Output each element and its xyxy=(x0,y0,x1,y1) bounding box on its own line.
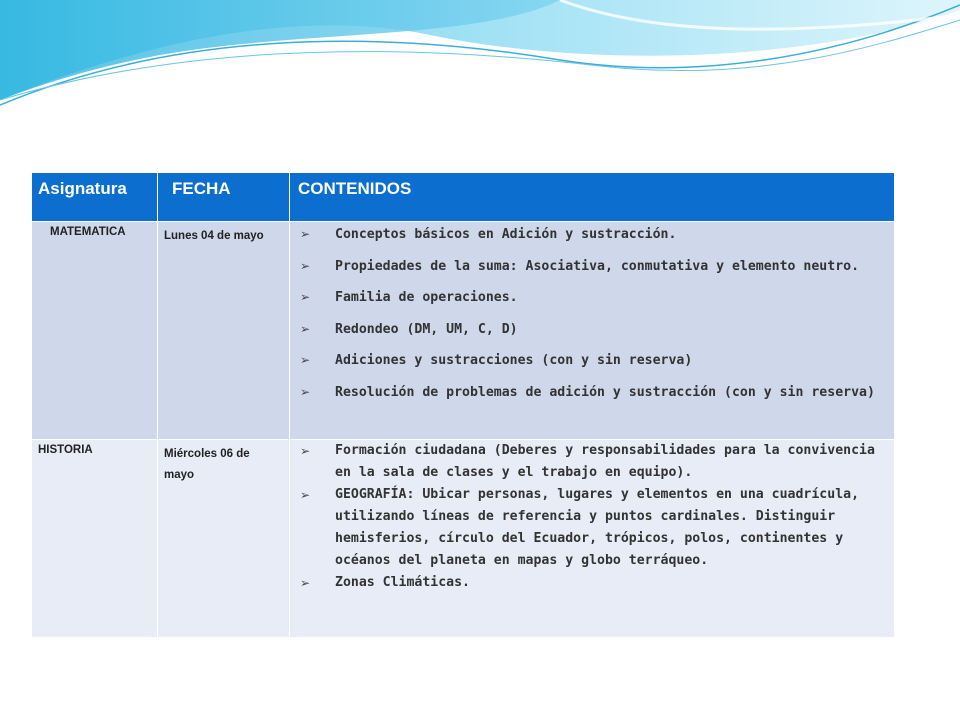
list-item: ➢ Resolución de problemas de adición y sustracción (con y sin reserva) xyxy=(300,384,875,400)
list-item: ➢ Conceptos básicos en Adición y sustracción. xyxy=(300,227,677,242)
date-cell: Miércoles 06 de mayo xyxy=(158,440,290,638)
header-asignatura: Asignatura xyxy=(32,173,158,222)
date-cell: Lunes 04 de mayo xyxy=(158,222,290,440)
decorative-wave-header xyxy=(0,0,960,130)
arrow-bullet-icon: ➢ xyxy=(300,321,311,336)
table-row xyxy=(32,222,895,440)
subject-cell: HISTORIA xyxy=(32,440,158,638)
list-item: ➢ Adiciones y sustracciones (con y sin reserva) xyxy=(300,353,693,368)
contents-cell xyxy=(290,222,895,440)
arrow-bullet-icon: ➢ xyxy=(300,290,311,304)
list-item: ➢ GEOGRAFÍA: Ubicar personas, lugares y elementos en una cuadrícula, utilizando líneas de referencia y puntos cardinales. Distinguir hemisferios, círculo del Ecuador, trópicos, polos, continentes y océanos del planeta en mapas y globo terráqueo. xyxy=(300,484,888,572)
arrow-bullet-icon: ➢ xyxy=(300,227,311,241)
arrow-bullet-icon: ➢ xyxy=(300,353,311,367)
contents-list xyxy=(290,440,894,594)
table-row xyxy=(32,440,895,638)
list-item: ➢ Formación ciudadana (Deberes y responsabilidades para la convivencia en la sala de clases y el trabajo en equipo). xyxy=(300,440,888,484)
arrow-bullet-icon: ➢ xyxy=(300,444,311,458)
list-item: ➢ Familia de operaciones. xyxy=(300,290,518,305)
contents-list xyxy=(290,222,894,401)
table-header-row xyxy=(32,173,895,222)
list-item: ➢ Propiedades de la suma: Asociativa, conmutativa y elemento neutro. xyxy=(300,258,860,274)
list-item: ➢ Zonas Climáticas. xyxy=(300,572,888,594)
arrow-bullet-icon: ➢ xyxy=(300,488,311,502)
syllabus-table xyxy=(31,172,895,638)
contents-cell xyxy=(290,440,895,638)
arrow-bullet-icon: ➢ xyxy=(300,576,311,590)
arrow-bullet-icon: ➢ xyxy=(300,258,311,273)
subject-cell: MATEMATICA xyxy=(32,222,158,440)
header-contenidos: CONTENIDOS xyxy=(290,173,895,222)
arrow-bullet-icon: ➢ xyxy=(300,384,311,399)
list-item: ➢ Redondeo (DM, UM, C, D) xyxy=(300,321,518,337)
header-fecha: FECHA xyxy=(158,173,290,222)
